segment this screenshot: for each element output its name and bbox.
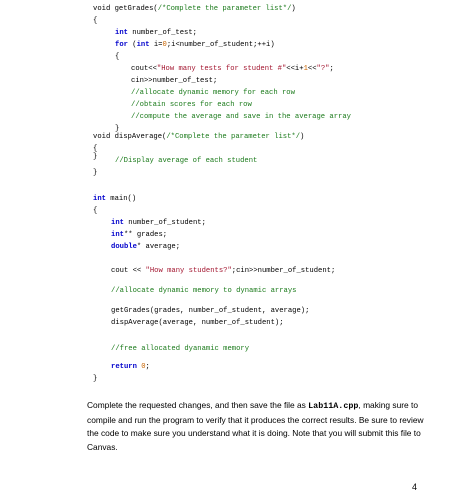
code-number: 0 (162, 41, 167, 49)
code-token: number_of_test; (127, 29, 197, 37)
code-line (93, 241, 335, 253)
code-token: void getGrades( (93, 5, 158, 13)
code-token: cout << (111, 267, 146, 275)
code-line: } (93, 153, 98, 161)
code-comment-line: //allocate dynamic memory to dynamic arrays (111, 287, 297, 295)
code-token: ; (145, 363, 150, 371)
code-main (93, 193, 335, 385)
code-token: i= (149, 41, 163, 49)
code-line: dispAverage(average, number_of_student); (111, 319, 284, 327)
code-line (93, 361, 335, 373)
instructions-paragraph (87, 399, 432, 454)
code-token: ) (291, 5, 296, 13)
code-comment-line: //free allocated dyanamic memory (111, 345, 250, 353)
code-keyword: for (115, 41, 128, 49)
code-dispaverage (93, 131, 304, 179)
code-line (93, 27, 351, 39)
code-token: ;cin>>number_of_student; (231, 267, 336, 275)
code-token: void dispAverage( (93, 133, 167, 141)
code-token: number_of_student; (123, 219, 206, 227)
code-token: cout<< (131, 65, 157, 73)
code-token: ( (127, 41, 137, 49)
code-line: } (93, 375, 98, 383)
code-line (93, 131, 304, 143)
code-token: ) (300, 133, 305, 141)
code-token: ** grades; (123, 231, 168, 239)
code-keyword: int (136, 41, 150, 49)
code-keyword: double (111, 243, 137, 251)
code-string: "?" (316, 65, 330, 73)
code-keyword: int (115, 29, 128, 37)
code-line: getGrades(grades, number_of_student, average); (111, 307, 310, 315)
code-keyword: int (111, 219, 124, 227)
code-number: 0 (141, 363, 146, 371)
code-comment-line: //allocate dynamic memory for each row (131, 89, 295, 97)
code-comment: /*Complete the parameter list*/ (157, 5, 292, 13)
code-keyword: int (93, 195, 106, 203)
code-keyword: return (111, 363, 137, 371)
code-line: { (115, 53, 120, 61)
code-keyword: int (111, 231, 124, 239)
code-string: "How many tests for student #" (156, 65, 287, 73)
code-comment-line: //Display average of each student (115, 157, 258, 165)
code-line (93, 229, 335, 241)
code-token: ;i<number_of_student;++i) (166, 41, 275, 49)
page-number: 4 (412, 482, 418, 492)
instructions-text: , making sure to compile and run the program to verify that it produces the correct results. Be sure to review the code to make sure you understand what it is doing. Note that you will submit this file to Canvas. (87, 400, 424, 452)
code-token: ; (329, 65, 334, 73)
code-line: { (93, 145, 98, 153)
code-line (93, 39, 351, 51)
code-line: { (93, 207, 98, 215)
code-token: * average; (136, 243, 181, 251)
filename-text: Lab11A.cpp (308, 401, 359, 411)
code-token: <<i+ (286, 65, 304, 73)
code-line: cin>>number_of_test; (131, 77, 218, 85)
code-line (93, 193, 335, 205)
code-line (93, 63, 351, 75)
code-string: "How many students?" (145, 267, 232, 275)
code-token: << (307, 65, 317, 73)
code-token: main() (105, 195, 137, 203)
code-line: } (93, 169, 98, 177)
code-line (93, 3, 351, 15)
code-comment-line: //obtain scores for each row (131, 101, 252, 109)
code-comment: /*Complete the parameter list*/ (166, 133, 301, 141)
code-line: { (93, 17, 98, 25)
code-line (93, 217, 335, 229)
code-line: } (115, 125, 120, 133)
code-comment-line: //compute the average and save in the average array (131, 113, 351, 121)
instructions-text: Complete the requested changes, and then save the file as (87, 400, 309, 410)
code-number: 1 (303, 65, 308, 73)
code-line (93, 265, 335, 277)
